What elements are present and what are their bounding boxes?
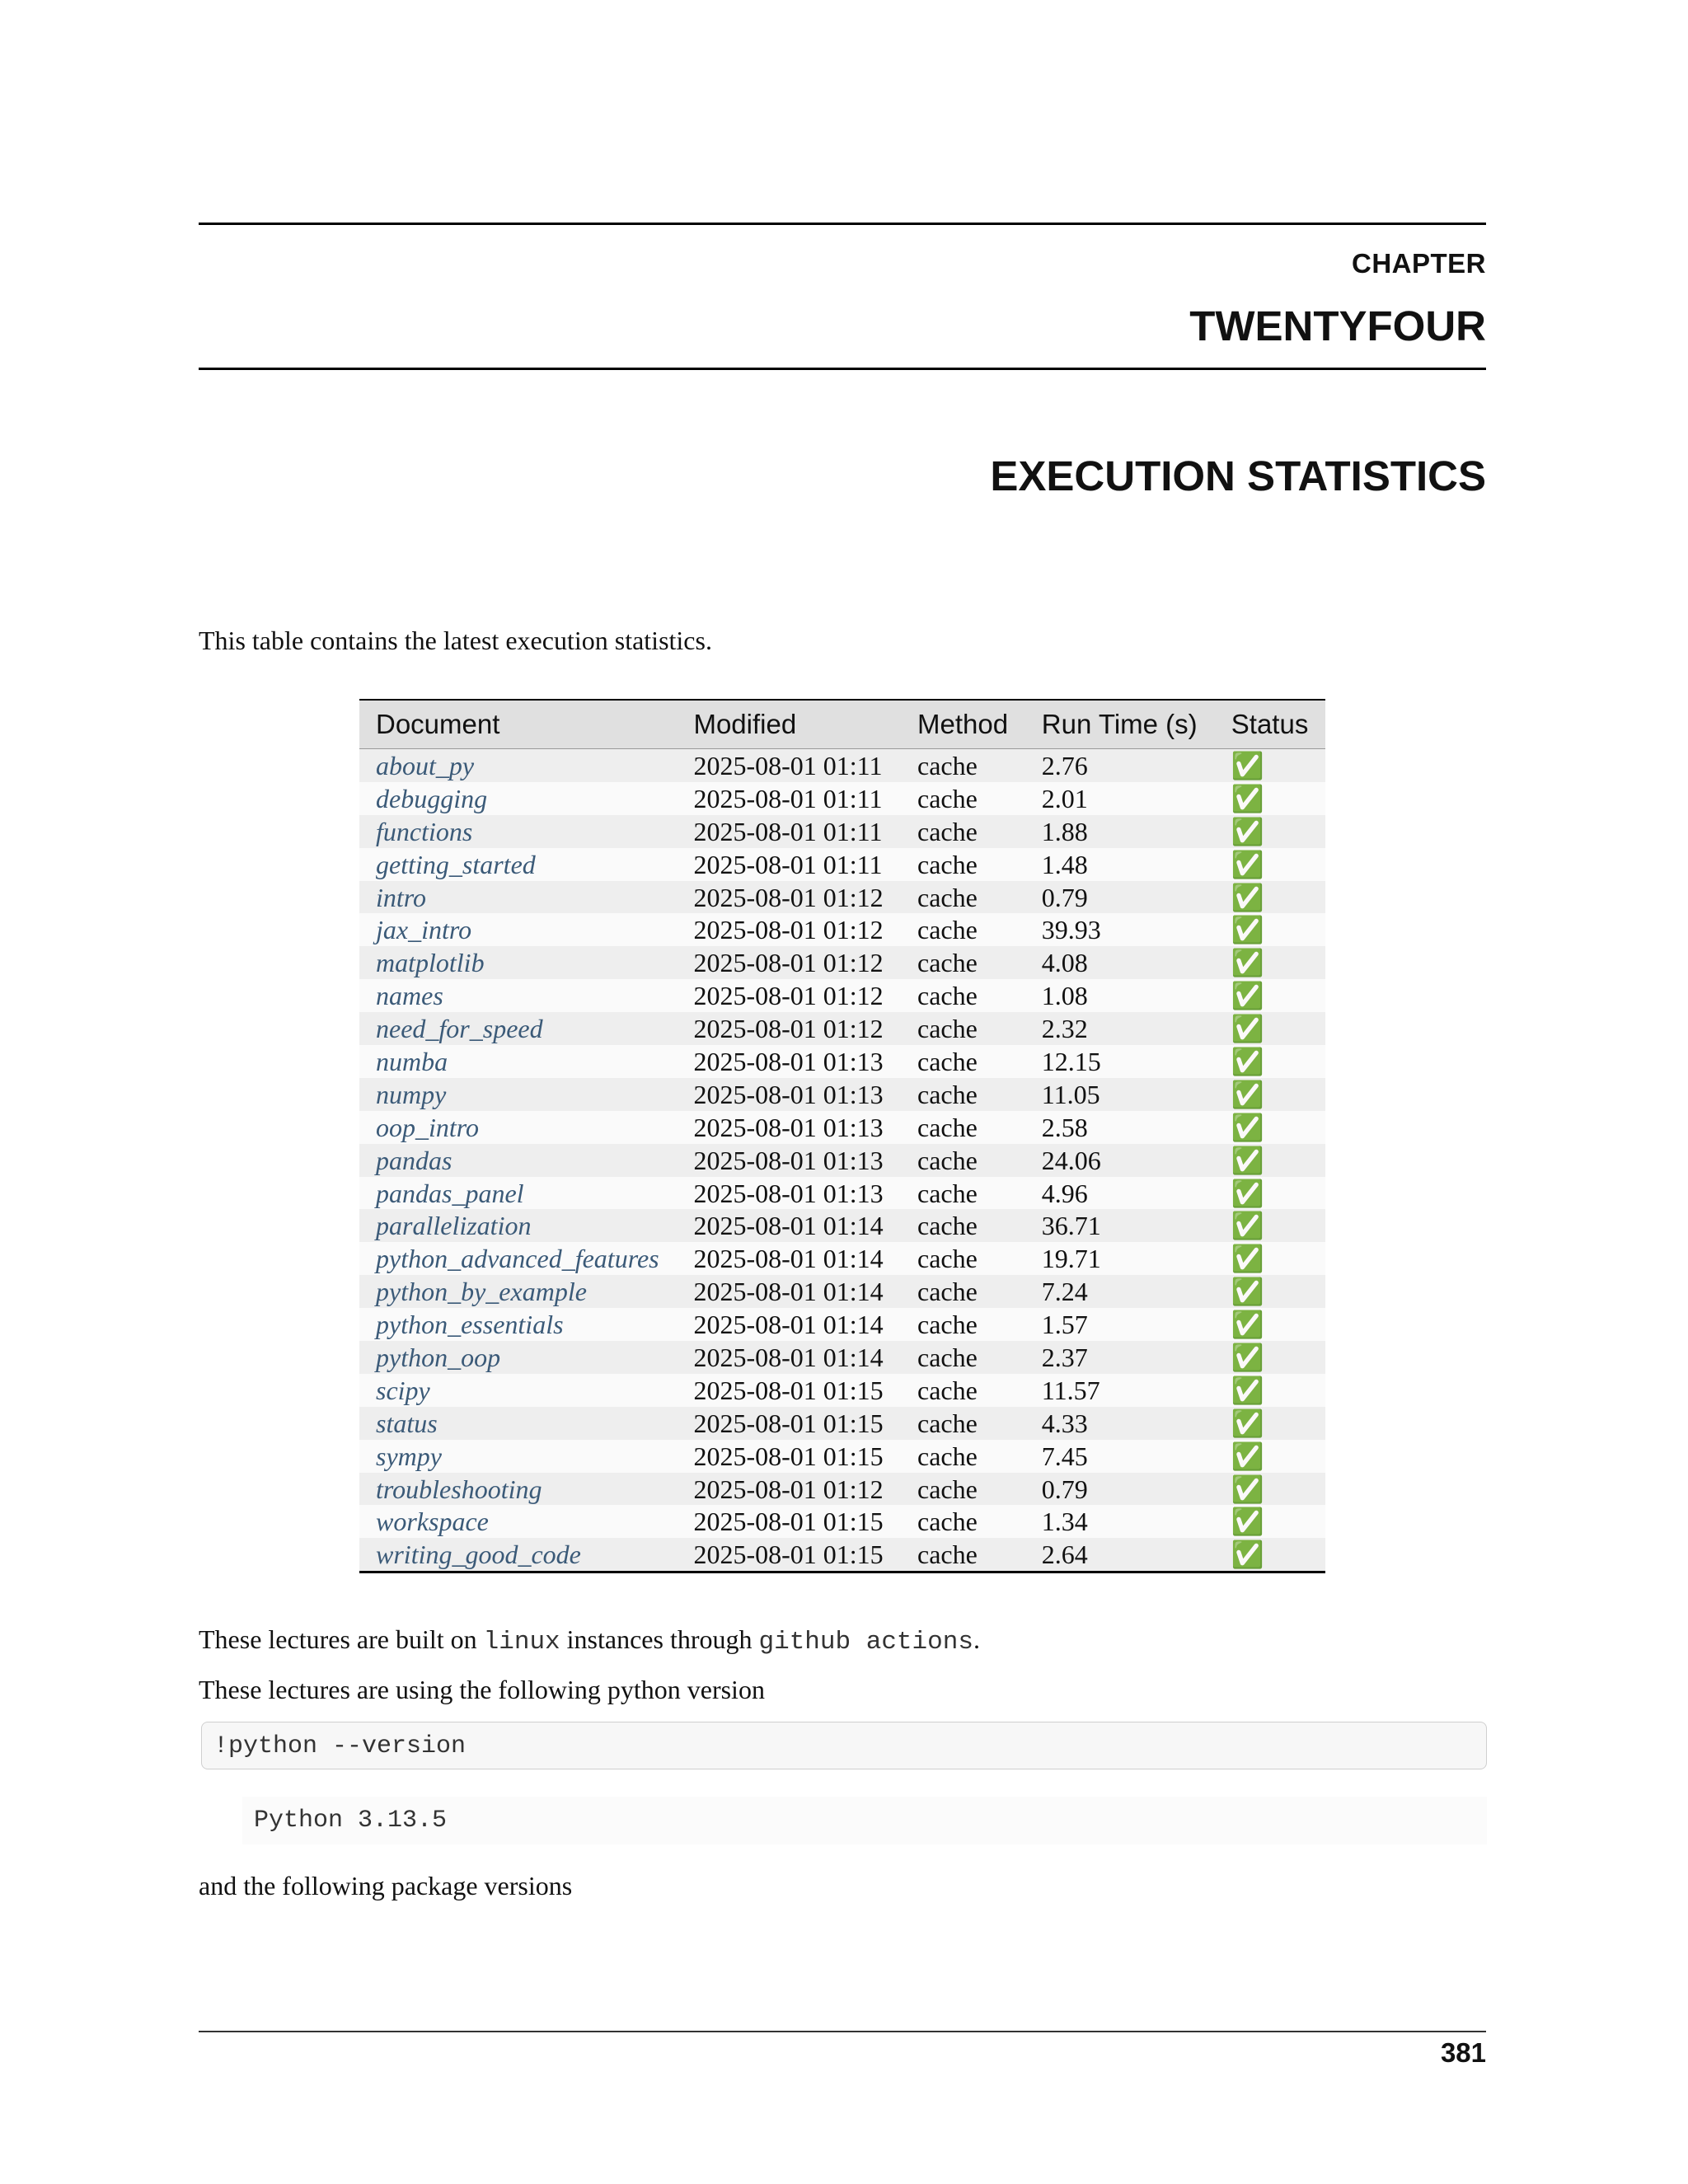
cell-status: ✅ xyxy=(1215,1177,1325,1210)
cell-modified: 2025-08-01 01:15 xyxy=(677,1538,901,1572)
cell-modified: 2025-08-01 01:11 xyxy=(677,749,901,782)
cell-run-time: 2.76 xyxy=(1025,749,1215,782)
cell-document[interactable]: jax_intro xyxy=(359,913,677,946)
cell-status: ✅ xyxy=(1215,815,1325,848)
cell-status: ✅ xyxy=(1215,1209,1325,1242)
table-row xyxy=(359,1473,1325,1506)
cell-method: cache xyxy=(901,1144,1025,1177)
table-row xyxy=(359,1505,1325,1538)
cell-run-time: 24.06 xyxy=(1025,1144,1215,1177)
cell-method: cache xyxy=(901,881,1025,914)
cell-run-time: 4.33 xyxy=(1025,1407,1215,1440)
table-row xyxy=(359,1538,1325,1572)
cell-method: cache xyxy=(901,1341,1025,1374)
cell-method: cache xyxy=(901,1374,1025,1407)
cell-run-time: 12.15 xyxy=(1025,1045,1215,1078)
table-row xyxy=(359,1407,1325,1440)
code-input[interactable]: !python --version xyxy=(213,1732,467,1760)
cell-modified: 2025-08-01 01:15 xyxy=(677,1505,901,1538)
chapter-top-rule xyxy=(199,223,1486,225)
cell-method: cache xyxy=(901,1012,1025,1045)
cell-method: cache xyxy=(901,1440,1025,1473)
cell-run-time: 0.79 xyxy=(1025,1473,1215,1506)
cell-document[interactable]: status xyxy=(359,1407,677,1440)
cell-status: ✅ xyxy=(1215,1275,1325,1308)
cell-status: ✅ xyxy=(1215,1308,1325,1341)
cell-run-time: 2.64 xyxy=(1025,1538,1215,1572)
cell-run-time: 36.71 xyxy=(1025,1209,1215,1242)
cell-status: ✅ xyxy=(1215,1473,1325,1506)
code-output-cell xyxy=(242,1797,1487,1844)
cell-method: cache xyxy=(901,1407,1025,1440)
table-row xyxy=(359,848,1325,881)
cell-modified: 2025-08-01 01:14 xyxy=(677,1275,901,1308)
table-header-row xyxy=(359,700,1325,749)
table-row xyxy=(359,913,1325,946)
cell-status: ✅ xyxy=(1215,749,1325,782)
cell-modified: 2025-08-01 01:13 xyxy=(677,1177,901,1210)
cell-modified: 2025-08-01 01:12 xyxy=(677,913,901,946)
cell-document[interactable]: functions xyxy=(359,815,677,848)
cell-run-time: 39.93 xyxy=(1025,913,1215,946)
table-row xyxy=(359,1275,1325,1308)
cell-modified: 2025-08-01 01:13 xyxy=(677,1045,901,1078)
cell-run-time: 7.24 xyxy=(1025,1275,1215,1308)
cell-method: cache xyxy=(901,749,1025,782)
cell-method: cache xyxy=(901,979,1025,1012)
table-row xyxy=(359,1144,1325,1177)
cell-status: ✅ xyxy=(1215,1012,1325,1045)
cell-document[interactable]: getting_started xyxy=(359,848,677,881)
cell-run-time: 1.08 xyxy=(1025,979,1215,1012)
cell-modified: 2025-08-01 01:14 xyxy=(677,1341,901,1374)
cell-document[interactable]: intro xyxy=(359,881,677,914)
cell-run-time: 0.79 xyxy=(1025,881,1215,914)
cell-document[interactable]: python_by_example xyxy=(359,1275,677,1308)
cell-status: ✅ xyxy=(1215,1407,1325,1440)
cell-run-time: 2.32 xyxy=(1025,1012,1215,1045)
built-text-middle: instances through xyxy=(560,1624,759,1654)
code-output: Python 3.13.5 xyxy=(254,1807,448,1835)
cell-status: ✅ xyxy=(1215,1440,1325,1473)
built-paragraph xyxy=(199,1624,980,1657)
cell-document[interactable]: pandas xyxy=(359,1144,677,1177)
cell-document[interactable]: python_advanced_features xyxy=(359,1242,677,1275)
cell-run-time: 2.58 xyxy=(1025,1111,1215,1144)
built-text-before: These lectures are built on xyxy=(199,1624,484,1654)
table-row xyxy=(359,1341,1325,1374)
cell-run-time: 4.96 xyxy=(1025,1177,1215,1210)
cell-method: cache xyxy=(901,946,1025,979)
header-modified: Modified xyxy=(677,700,901,749)
cell-run-time: 11.05 xyxy=(1025,1078,1215,1111)
table-row xyxy=(359,1045,1325,1078)
cell-status: ✅ xyxy=(1215,881,1325,914)
cell-document[interactable]: numba xyxy=(359,1045,677,1078)
header-method: Method xyxy=(901,700,1025,749)
cell-modified: 2025-08-01 01:15 xyxy=(677,1440,901,1473)
code-input-cell[interactable] xyxy=(201,1722,1487,1769)
cell-modified: 2025-08-01 01:12 xyxy=(677,1012,901,1045)
package-versions-paragraph: and the following package versions xyxy=(199,1871,573,1900)
built-text-after: . xyxy=(973,1624,980,1654)
cell-method: cache xyxy=(901,1045,1025,1078)
table-row xyxy=(359,1308,1325,1341)
cell-status: ✅ xyxy=(1215,979,1325,1012)
cell-status: ✅ xyxy=(1215,1538,1325,1572)
cell-run-time: 1.57 xyxy=(1025,1308,1215,1341)
chapter-label: CHAPTER xyxy=(1351,248,1486,279)
cell-status: ✅ xyxy=(1215,782,1325,815)
linux-code: linux xyxy=(483,1628,560,1657)
cell-run-time: 2.37 xyxy=(1025,1341,1215,1374)
cell-document[interactable]: oop_intro xyxy=(359,1111,677,1144)
execution-statistics-table xyxy=(359,699,1325,1573)
cell-modified: 2025-08-01 01:12 xyxy=(677,1473,901,1506)
cell-modified: 2025-08-01 01:14 xyxy=(677,1209,901,1242)
cell-modified: 2025-08-01 01:13 xyxy=(677,1111,901,1144)
cell-status: ✅ xyxy=(1215,1111,1325,1144)
table-row xyxy=(359,1242,1325,1275)
table-row xyxy=(359,1177,1325,1210)
cell-document[interactable]: scipy xyxy=(359,1374,677,1407)
cell-document[interactable]: matplotlib xyxy=(359,946,677,979)
cell-document[interactable]: python_essentials xyxy=(359,1308,677,1341)
cell-modified: 2025-08-01 01:13 xyxy=(677,1144,901,1177)
cell-run-time: 19.71 xyxy=(1025,1242,1215,1275)
cell-method: cache xyxy=(901,1505,1025,1538)
table-row xyxy=(359,979,1325,1012)
cell-method: cache xyxy=(901,1308,1025,1341)
header-status: Status xyxy=(1215,700,1325,749)
cell-document[interactable]: numpy xyxy=(359,1078,677,1111)
cell-document[interactable]: python_oop xyxy=(359,1341,677,1374)
cell-document[interactable]: names xyxy=(359,979,677,1012)
cell-modified: 2025-08-01 01:14 xyxy=(677,1308,901,1341)
cell-modified: 2025-08-01 01:11 xyxy=(677,848,901,881)
cell-method: cache xyxy=(901,1538,1025,1572)
header-run-time: Run Time (s) xyxy=(1025,700,1215,749)
cell-status: ✅ xyxy=(1215,848,1325,881)
cell-status: ✅ xyxy=(1215,913,1325,946)
header-document: Document xyxy=(359,700,677,749)
table-row xyxy=(359,815,1325,848)
cell-run-time: 7.45 xyxy=(1025,1440,1215,1473)
cell-run-time: 1.34 xyxy=(1025,1505,1215,1538)
cell-method: cache xyxy=(901,815,1025,848)
cell-run-time: 2.01 xyxy=(1025,782,1215,815)
python-version-paragraph: These lectures are using the following python version xyxy=(199,1675,765,1704)
cell-document[interactable]: writing_good_code xyxy=(359,1538,677,1572)
github-actions-code: github actions xyxy=(758,1628,973,1657)
intro-paragraph: This table contains the latest execution statistics. xyxy=(199,626,712,655)
cell-document[interactable]: debugging xyxy=(359,782,677,815)
table-row xyxy=(359,1440,1325,1473)
table-row xyxy=(359,881,1325,914)
cell-status: ✅ xyxy=(1215,946,1325,979)
cell-modified: 2025-08-01 01:15 xyxy=(677,1407,901,1440)
cell-modified: 2025-08-01 01:13 xyxy=(677,1078,901,1111)
cell-run-time: 1.88 xyxy=(1025,815,1215,848)
cell-document[interactable]: workspace xyxy=(359,1505,677,1538)
cell-method: cache xyxy=(901,1111,1025,1144)
table-row xyxy=(359,1209,1325,1242)
cell-document[interactable]: parallelization xyxy=(359,1209,677,1242)
table-row xyxy=(359,1012,1325,1045)
cell-method: cache xyxy=(901,913,1025,946)
cell-status: ✅ xyxy=(1215,1341,1325,1374)
cell-modified: 2025-08-01 01:12 xyxy=(677,946,901,979)
cell-modified: 2025-08-01 01:12 xyxy=(677,881,901,914)
cell-modified: 2025-08-01 01:14 xyxy=(677,1242,901,1275)
cell-method: cache xyxy=(901,1473,1025,1506)
cell-modified: 2025-08-01 01:11 xyxy=(677,815,901,848)
chapter-number: TWENTYFOUR xyxy=(1189,302,1486,349)
cell-document[interactable]: pandas_panel xyxy=(359,1177,677,1210)
cell-status: ✅ xyxy=(1215,1242,1325,1275)
table-body xyxy=(359,749,1325,1572)
cell-method: cache xyxy=(901,848,1025,881)
table-row xyxy=(359,1374,1325,1407)
table-row xyxy=(359,782,1325,815)
cell-run-time: 4.08 xyxy=(1025,946,1215,979)
table-row xyxy=(359,1111,1325,1144)
table-row xyxy=(359,749,1325,782)
cell-method: cache xyxy=(901,1209,1025,1242)
footer-rule xyxy=(199,2031,1486,2032)
page-number: 381 xyxy=(1440,2037,1486,2068)
cell-document[interactable]: troubleshooting xyxy=(359,1473,677,1506)
cell-modified: 2025-08-01 01:12 xyxy=(677,979,901,1012)
cell-status: ✅ xyxy=(1215,1045,1325,1078)
cell-modified: 2025-08-01 01:11 xyxy=(677,782,901,815)
table-row xyxy=(359,946,1325,979)
cell-status: ✅ xyxy=(1215,1505,1325,1538)
cell-document[interactable]: need_for_speed xyxy=(359,1012,677,1045)
cell-run-time: 1.48 xyxy=(1025,848,1215,881)
cell-modified: 2025-08-01 01:15 xyxy=(677,1374,901,1407)
table-row xyxy=(359,1078,1325,1111)
cell-status: ✅ xyxy=(1215,1144,1325,1177)
cell-document[interactable]: sympy xyxy=(359,1440,677,1473)
cell-method: cache xyxy=(901,1177,1025,1210)
cell-status: ✅ xyxy=(1215,1078,1325,1111)
cell-document[interactable]: about_py xyxy=(359,749,677,782)
cell-status: ✅ xyxy=(1215,1374,1325,1407)
cell-method: cache xyxy=(901,1275,1025,1308)
cell-run-time: 11.57 xyxy=(1025,1374,1215,1407)
cell-method: cache xyxy=(901,1242,1025,1275)
chapter-bottom-rule xyxy=(199,368,1486,370)
cell-method: cache xyxy=(901,1078,1025,1111)
cell-method: cache xyxy=(901,782,1025,815)
section-title: EXECUTION STATISTICS xyxy=(990,452,1486,499)
